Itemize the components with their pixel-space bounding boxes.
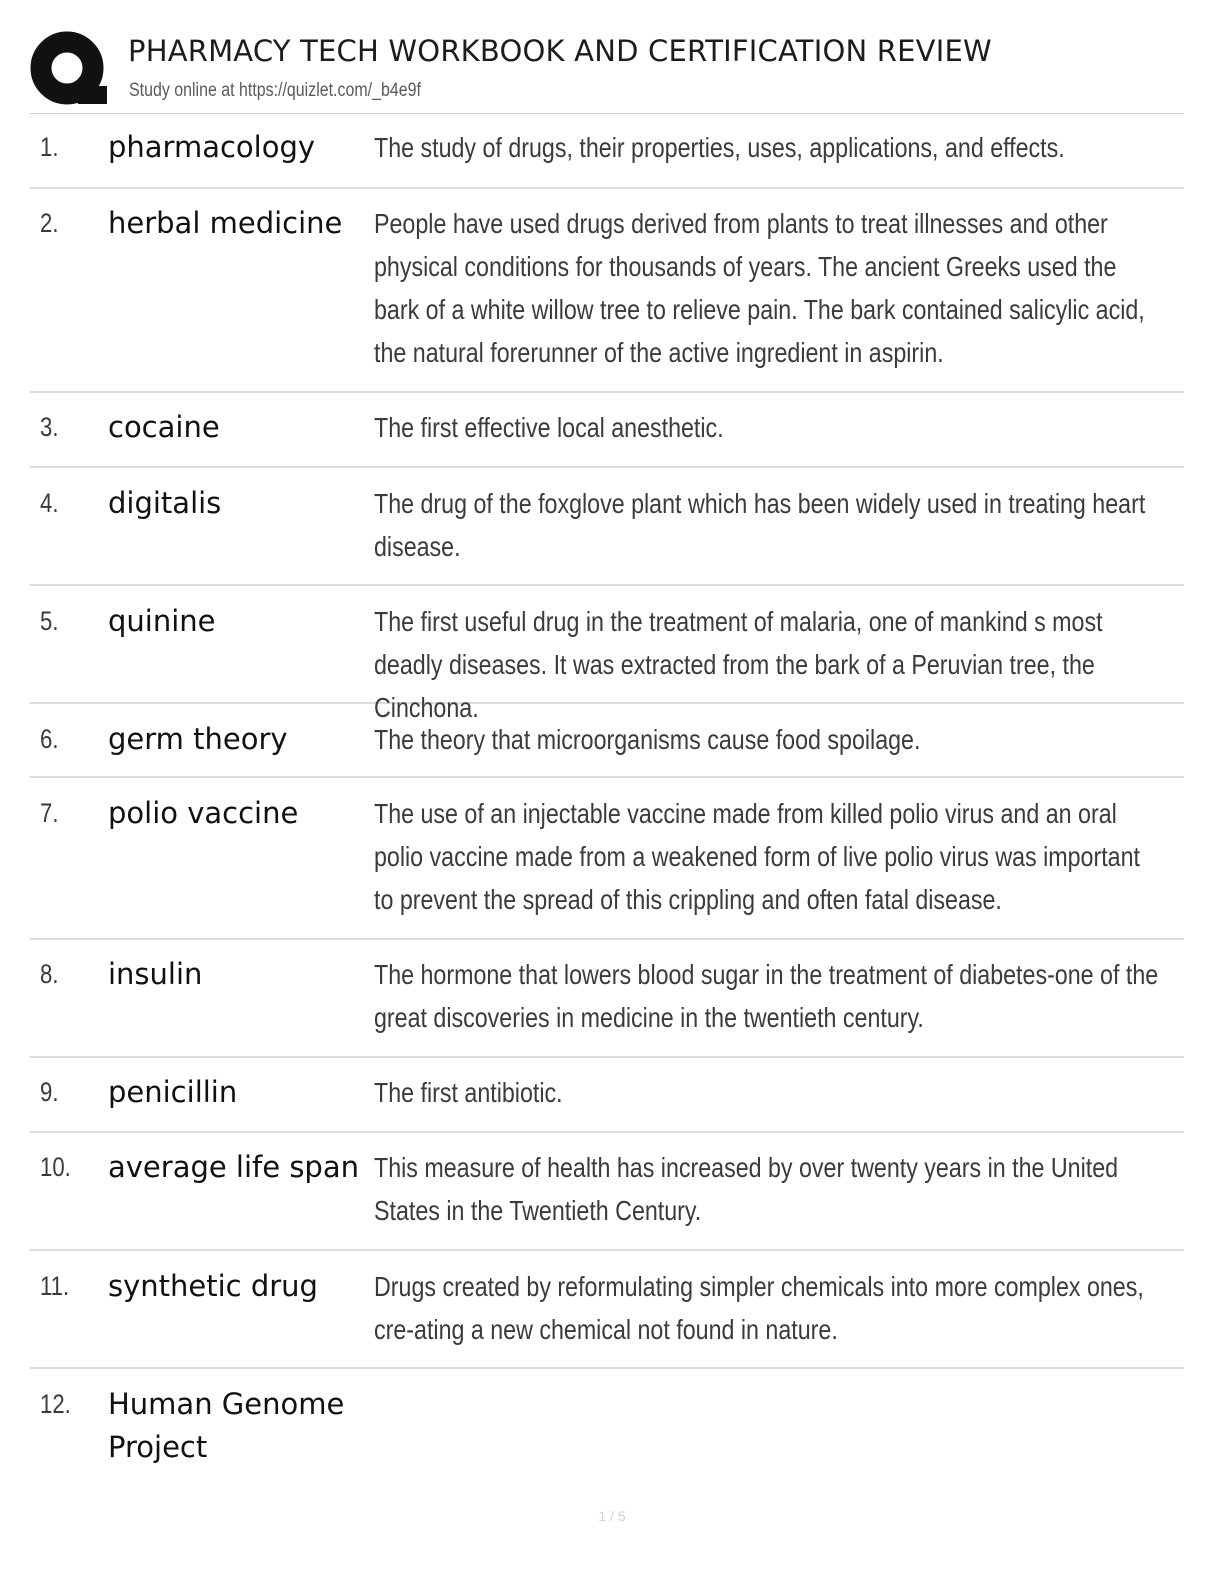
term-word: quinine: [108, 604, 216, 638]
terms-list: [30, 114, 1184, 1479]
term-number: 12.: [40, 1389, 71, 1419]
term-row: [30, 586, 1184, 723]
term-word: herbal medicine: [108, 206, 343, 240]
term-row: [30, 1251, 1184, 1369]
term-number: 4.: [40, 488, 59, 518]
page-number: 1 / 5: [598, 1508, 626, 1524]
term-row: [30, 393, 1184, 468]
page-header: [30, 28, 1190, 112]
term-word: polio vaccine: [108, 796, 299, 830]
term-row: [30, 189, 1184, 393]
term-definition: The theory that microorganisms cause food spoilage.: [374, 724, 921, 755]
term-definition: The study of drugs, their properties, uses, applications, and effects.: [374, 132, 1065, 163]
quizlet-logo-icon: [30, 30, 108, 108]
term-number: 2.: [40, 208, 59, 238]
term-row: [30, 468, 1184, 586]
term-number: 9.: [40, 1077, 59, 1107]
term-definition: The first effective local anesthetic.: [374, 412, 724, 443]
term-row: [30, 114, 1184, 189]
term-word: penicillin: [108, 1075, 238, 1109]
term-word: cocaine: [108, 410, 220, 444]
term-word: average life span: [108, 1150, 359, 1184]
term-number: 8.: [40, 959, 59, 989]
term-word: pharmacology: [108, 130, 316, 164]
page-title: PHARMACY TECH WORKBOOK AND CERTIFICATION REVIEW: [128, 34, 992, 68]
term-number: 6.: [40, 724, 59, 754]
term-definition: Drugs created by reformulating simpler chemicals into more complex ones, cre-ating a new chemical not found in nature.: [374, 1271, 1144, 1345]
term-row: [30, 1133, 1184, 1251]
term-definition: The drug of the foxglove plant which has been widely used in treating heart disease.: [374, 488, 1146, 562]
term-definition: The use of an injectable vaccine made from killed polio virus and an oral polio vaccine made from a weakened form of live polio virus was important to prevent the spread of this crippling and often fatal disease.: [374, 798, 1140, 915]
term-number: 11.: [40, 1271, 70, 1301]
term-number: 10.: [40, 1152, 71, 1182]
term-row: [30, 1369, 1184, 1479]
term-definition: People have used drugs derived from plants to treat illnesses and other physical conditions for thousands of years. The ancient Greeks used the bark of a white willow tree to relieve pain. The bark contained salicylic acid, the natural forerunner of the active ingredient in aspirin.: [374, 208, 1145, 368]
term-definition: The first antibiotic.: [374, 1077, 563, 1108]
term-definition: This measure of health has increased by over twenty years in the United States in the Twentieth Century.: [374, 1152, 1119, 1226]
term-word: insulin: [108, 957, 203, 991]
term-word: digitalis: [108, 486, 222, 520]
term-row: [30, 940, 1184, 1058]
term-word: Human Genome Project: [108, 1387, 345, 1464]
term-definition: The hormone that lowers blood sugar in the treatment of diabetes-one of the great discoveries in medicine in the twentieth century.: [374, 959, 1159, 1033]
term-number: 1.: [40, 132, 59, 162]
term-row: [30, 1058, 1184, 1133]
study-online-link[interactable]: Study online at https://quizlet.com/_b4e9f: [129, 80, 421, 101]
term-number: 7.: [40, 798, 59, 828]
term-number: 5.: [40, 606, 59, 636]
term-word: germ theory: [108, 722, 288, 756]
term-row: [30, 704, 1184, 778]
term-number: 3.: [40, 412, 59, 442]
term-word: synthetic drug: [108, 1269, 318, 1303]
term-definition: The first useful drug in the treatment of malaria, one of mankind s most deadly diseases. It was extracted from the bark of a Peruvian tree, the Cinchona.: [374, 606, 1103, 723]
term-row: [30, 778, 1184, 940]
